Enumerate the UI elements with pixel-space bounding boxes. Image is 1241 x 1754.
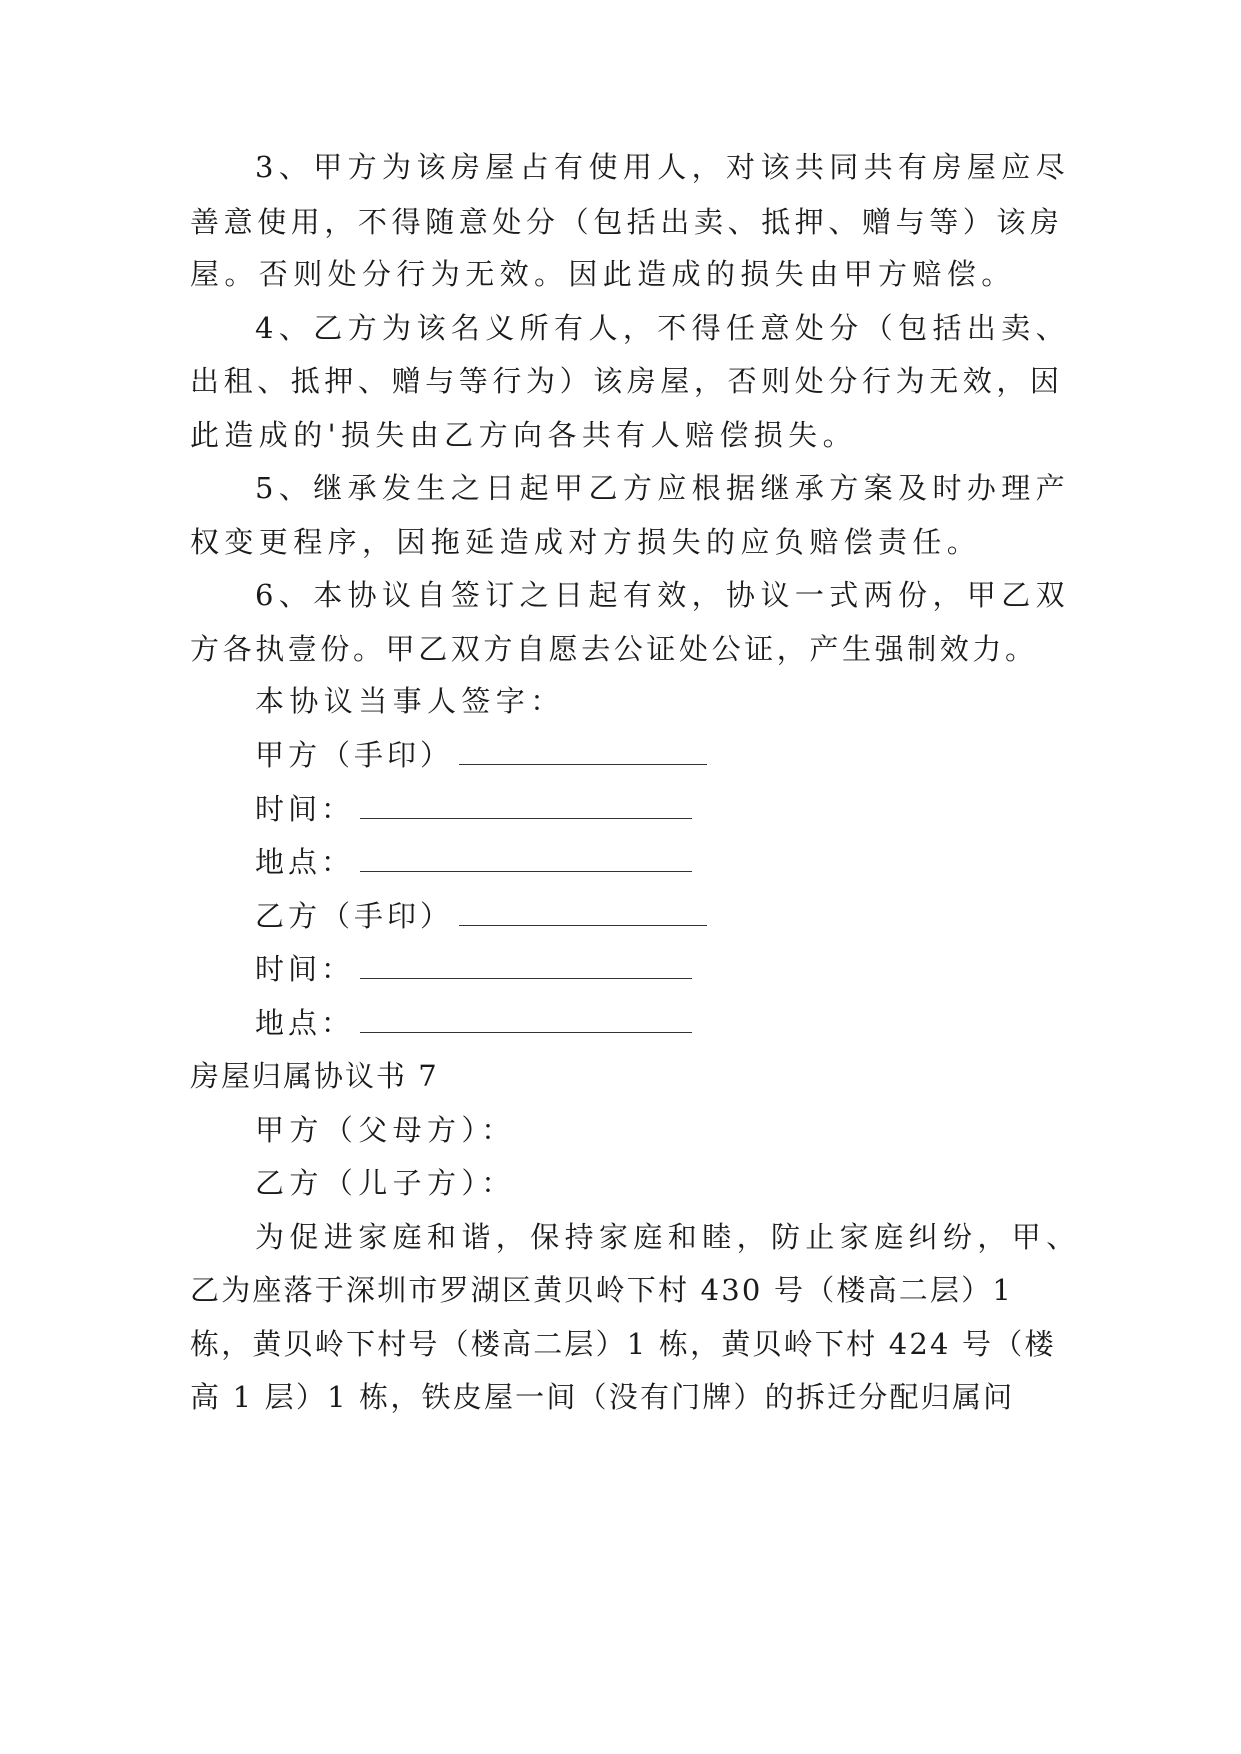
party-a-time-blank[interactable] xyxy=(360,794,692,819)
paragraph-5-line-2: 权变更程序，因拖延造成对方损失的应负赔偿责任。 xyxy=(190,525,982,559)
party-a-label: 甲方（手印） xyxy=(255,738,454,772)
paragraph-3-line-3: 屋。否则处分行为无效。因此造成的损失由甲方赔偿。 xyxy=(190,257,1016,291)
paragraph-6-line-2: 方各执壹份。甲乙双方自愿去公证处公证，产生强制效力。 xyxy=(190,632,1038,666)
paragraph-4-line-2: 出租、抵押、赠与等行为）该房屋，否则处分行为无效，因 xyxy=(190,364,1064,398)
party-a-place-row xyxy=(255,833,1070,891)
party-b-label: 乙方（手印） xyxy=(255,899,454,933)
agreement-7-intro-line-4: 高 1 层）1 栋，铁皮屋一间（没有门牌）的拆迁分配归属问 xyxy=(190,1380,1015,1414)
party-b-time-label: 时间： xyxy=(255,952,355,986)
party-a-place-label: 地点： xyxy=(255,845,355,879)
agreement-7-intro-line-1: 为促进家庭和谐，保持家庭和睦，防止家庭纠纷，甲、 xyxy=(255,1220,1081,1254)
paragraph-5-line-1: 5、继承发生之日起甲乙方应根据继承方案及时办理产 xyxy=(255,471,1071,505)
paragraph-3-line-1: 3、甲方为该房屋占有使用人，对该共同共有房屋应尽 xyxy=(255,150,1071,184)
party-b-time-row xyxy=(255,940,1070,998)
party-a-time-row xyxy=(255,780,1070,838)
agreement-7-party-a: 甲方（父母方）： xyxy=(255,1113,516,1147)
party-b-place-label: 地点： xyxy=(255,1006,355,1040)
party-a-signature-blank[interactable] xyxy=(459,740,707,765)
paragraph-6-line-1: 6、本协议自签订之日起有效，协议一式两份，甲乙双 xyxy=(255,578,1071,612)
party-b-signature-blank[interactable] xyxy=(459,901,707,926)
party-b-place-row xyxy=(255,994,1070,1052)
agreement-7-party-b: 乙方（儿子方）： xyxy=(255,1166,516,1200)
agreement-7-title: 房屋归属协议书 7 xyxy=(190,1059,439,1093)
paragraph-4-line-1: 4、乙方为该名义所有人，不得任意处分（包括出卖、 xyxy=(255,311,1071,345)
paragraph-3-line-2: 善意使用，不得随意处分（包括出卖、抵押、赠与等）该房 xyxy=(190,205,1064,239)
agreement-7-intro-line-2: 乙为座落于深圳市罗湖区黄贝岭下村 430 号（楼高二层）1 xyxy=(190,1273,1014,1307)
party-b-place-blank[interactable] xyxy=(360,1008,692,1033)
agreement-7-intro-line-3: 栋，黄贝岭下村号（楼高二层）1 栋，黄贝岭下村 424 号（楼 xyxy=(190,1327,1056,1361)
signature-heading: 本协议当事人签字： xyxy=(255,684,565,718)
party-b-time-blank[interactable] xyxy=(360,954,692,979)
paragraph-4-line-3: 此造成的'损失由乙方向各共有人赔偿损失。 xyxy=(190,418,857,452)
party-b-signature-row xyxy=(255,887,1070,945)
party-a-place-blank[interactable] xyxy=(360,847,692,872)
party-a-signature-row xyxy=(255,726,1070,784)
party-a-time-label: 时间： xyxy=(255,792,355,826)
